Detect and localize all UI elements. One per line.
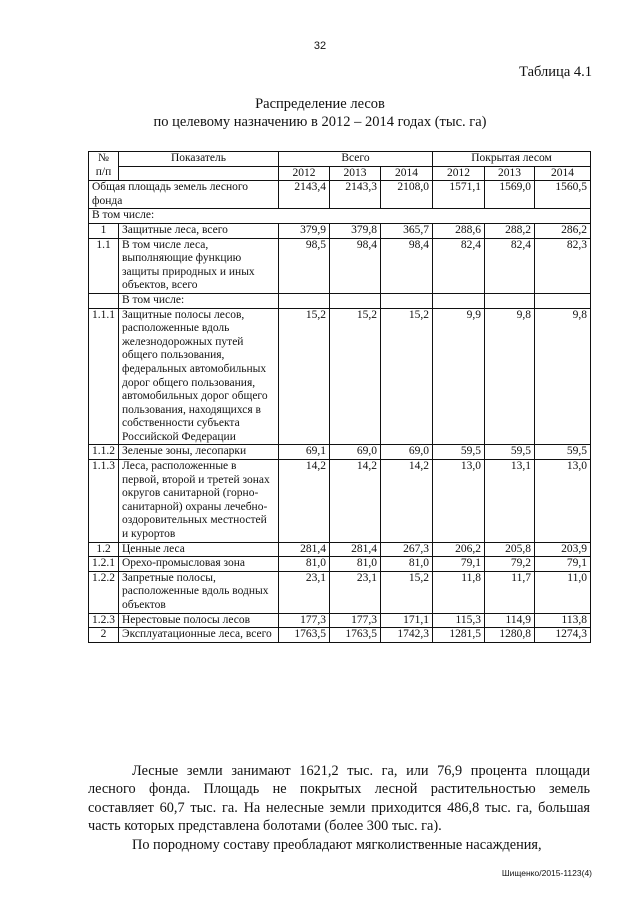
row-number: 1.1.3 (89, 460, 119, 543)
row-label: Нерестовые полосы лесов (119, 613, 279, 628)
row-label: Ценные леса (119, 542, 279, 557)
value-cell: 82,4 (485, 238, 535, 293)
value-cell: 206,2 (433, 542, 485, 557)
value-cell: 11,0 (535, 571, 591, 613)
value-cell: 81,0 (279, 557, 330, 572)
row-number: 1.1 (89, 238, 119, 293)
row-label: Эксплуатационные леса, всего (119, 628, 279, 643)
forest-distribution-table (88, 151, 591, 643)
header-row-years (89, 166, 591, 181)
header-year: 2014 (381, 166, 433, 181)
row-label: Леса, расположенные в первой, второй и третей зонах округов санитарной (горно-санитарной) охраны лечебно-оздоровительных местностей и курортов (119, 460, 279, 543)
row-number: 1 (89, 223, 119, 238)
row-label: Зеленые зоны, лесопарки (119, 445, 279, 460)
value-cell: 281,4 (330, 542, 381, 557)
table-row (89, 181, 591, 209)
row-number: 1.1.1 (89, 308, 119, 445)
value-cell: 281,4 (279, 542, 330, 557)
value-cell: 13,0 (535, 460, 591, 543)
value-cell (279, 293, 330, 308)
table-row (89, 209, 591, 224)
table-row (89, 571, 591, 613)
table-row (89, 238, 591, 293)
row-label: Запретные полосы, расположенные вдоль водных объектов (119, 571, 279, 613)
paragraph: Лесные земли занимают 1621,2 тыс. га, или 76,9 процента площади лесного фонда. Площадь не покрытых лесной растительностью земель составляет 60,7 тыс. га. На нелесные земли приходится 486,8 тыс. га, большая часть которых представлена болотами (более 300 тыс. га). (88, 763, 590, 835)
row-number-cell (89, 293, 119, 308)
value-cell: 98,4 (381, 238, 433, 293)
value-cell: 59,5 (485, 445, 535, 460)
value-cell: 2143,4 (279, 181, 330, 209)
value-cell: 69,0 (381, 445, 433, 460)
value-cell: 79,2 (485, 557, 535, 572)
row-label: Орехо-промысловая зона (119, 557, 279, 572)
header-indicator: Показатель (119, 152, 279, 167)
value-cell: 11,8 (433, 571, 485, 613)
value-cell: 98,5 (279, 238, 330, 293)
value-cell: 1571,1 (433, 181, 485, 209)
value-cell: 9,8 (485, 308, 535, 445)
value-cell: 177,3 (330, 613, 381, 628)
value-cell (433, 293, 485, 308)
header-year: 2012 (279, 166, 330, 181)
value-cell: 205,8 (485, 542, 535, 557)
header-year: 2013 (330, 166, 381, 181)
value-cell: 82,4 (433, 238, 485, 293)
row-number: 1.2.2 (89, 571, 119, 613)
value-cell: 203,9 (535, 542, 591, 557)
value-cell: 81,0 (330, 557, 381, 572)
value-cell: 14,2 (330, 460, 381, 543)
header-year: 2013 (485, 166, 535, 181)
value-cell: 81,0 (381, 557, 433, 572)
header-year: 2014 (535, 166, 591, 181)
value-cell: 11,7 (485, 571, 535, 613)
value-cell: 379,9 (279, 223, 330, 238)
table-title (0, 95, 640, 131)
value-cell: 2108,0 (381, 181, 433, 209)
value-cell: 59,5 (433, 445, 485, 460)
header-number (89, 152, 119, 181)
value-cell: 267,3 (381, 542, 433, 557)
value-cell: 1569,0 (485, 181, 535, 209)
value-cell: 177,3 (279, 613, 330, 628)
table-row (89, 460, 591, 543)
value-cell: 115,3 (433, 613, 485, 628)
value-cell: 288,6 (433, 223, 485, 238)
value-cell: 2143,3 (330, 181, 381, 209)
value-cell: 59,5 (535, 445, 591, 460)
row-number: 1.1.2 (89, 445, 119, 460)
value-cell: 286,2 (535, 223, 591, 238)
row-label: В том числе леса, выполняющие функцию защиты природных и иных объектов, всего (119, 238, 279, 293)
header-number-line-2: п/п (95, 165, 112, 178)
header-year: 2012 (433, 166, 485, 181)
table-row (89, 557, 591, 572)
value-cell: 1280,8 (485, 628, 535, 643)
value-cell: 1742,3 (381, 628, 433, 643)
value-cell: 113,8 (535, 613, 591, 628)
paragraph: По породному составу преобладают мягколиственные насаждения, (132, 836, 542, 853)
subsection-label: В том числе: (119, 293, 279, 308)
value-cell: 82,3 (535, 238, 591, 293)
page-number: 32 (313, 40, 327, 52)
value-cell: 171,1 (381, 613, 433, 628)
table-row (89, 293, 591, 308)
value-cell: 79,1 (535, 557, 591, 572)
value-cell: 79,1 (433, 557, 485, 572)
value-cell: 69,1 (279, 445, 330, 460)
section-label: В том числе: (89, 209, 591, 224)
value-cell: 379,8 (330, 223, 381, 238)
value-cell: 23,1 (279, 571, 330, 613)
value-cell: 288,2 (485, 223, 535, 238)
value-cell: 1560,5 (535, 181, 591, 209)
header-indicator-blank (119, 166, 279, 181)
header-group-forested: Покрытая лесом (433, 152, 591, 167)
value-cell (330, 293, 381, 308)
row-label: Общая площадь земель лесного фонда (89, 181, 279, 209)
value-cell: 1763,5 (279, 628, 330, 643)
value-cell: 1763,5 (330, 628, 381, 643)
table-row (89, 628, 591, 643)
row-number: 2 (89, 628, 119, 643)
table-title-line-2: по целевому назначению в 2012 – 2014 годах (тыс. га) (153, 114, 487, 130)
value-cell: 13,1 (485, 460, 535, 543)
value-cell: 23,1 (330, 571, 381, 613)
value-cell (535, 293, 591, 308)
header-number-line-1: № (98, 152, 109, 164)
row-number: 1.2 (89, 542, 119, 557)
value-cell (381, 293, 433, 308)
value-cell: 114,9 (485, 613, 535, 628)
value-cell: 14,2 (279, 460, 330, 543)
row-label: Защитные леса, всего (119, 223, 279, 238)
value-cell: 15,2 (381, 308, 433, 445)
footer-document-code: Шищенко/2015-1123(4) (501, 868, 592, 878)
header-group-total: Всего (279, 152, 433, 167)
table-label: Таблица 4.1 (519, 64, 592, 80)
table-row (89, 308, 591, 445)
table-row (89, 542, 591, 557)
row-label: Защитные полосы лесов, расположенные вдоль железнодорожных путей общего пользования, федеральных автомобильных дорог общего пользования, автомобильных дорог общего пользования, находящихся в собственности субъекта Российской Федерации (119, 308, 279, 445)
value-cell: 98,4 (330, 238, 381, 293)
value-cell: 15,2 (279, 308, 330, 445)
value-cell: 15,2 (381, 571, 433, 613)
table-row (89, 223, 591, 238)
value-cell: 1274,3 (535, 628, 591, 643)
value-cell: 69,0 (330, 445, 381, 460)
table-row (89, 445, 591, 460)
header-row-groups (89, 152, 591, 167)
value-cell: 14,2 (381, 460, 433, 543)
value-cell: 1281,5 (433, 628, 485, 643)
body-text (88, 762, 590, 854)
value-cell: 13,0 (433, 460, 485, 543)
table-row (89, 613, 591, 628)
value-cell: 365,7 (381, 223, 433, 238)
value-cell (485, 293, 535, 308)
row-number: 1.2.1 (89, 557, 119, 572)
value-cell: 15,2 (330, 308, 381, 445)
table-title-line-1: Распределение лесов (255, 96, 385, 112)
table-body (89, 181, 591, 643)
value-cell: 9,8 (535, 308, 591, 445)
value-cell: 9,9 (433, 308, 485, 445)
row-number: 1.2.3 (89, 613, 119, 628)
